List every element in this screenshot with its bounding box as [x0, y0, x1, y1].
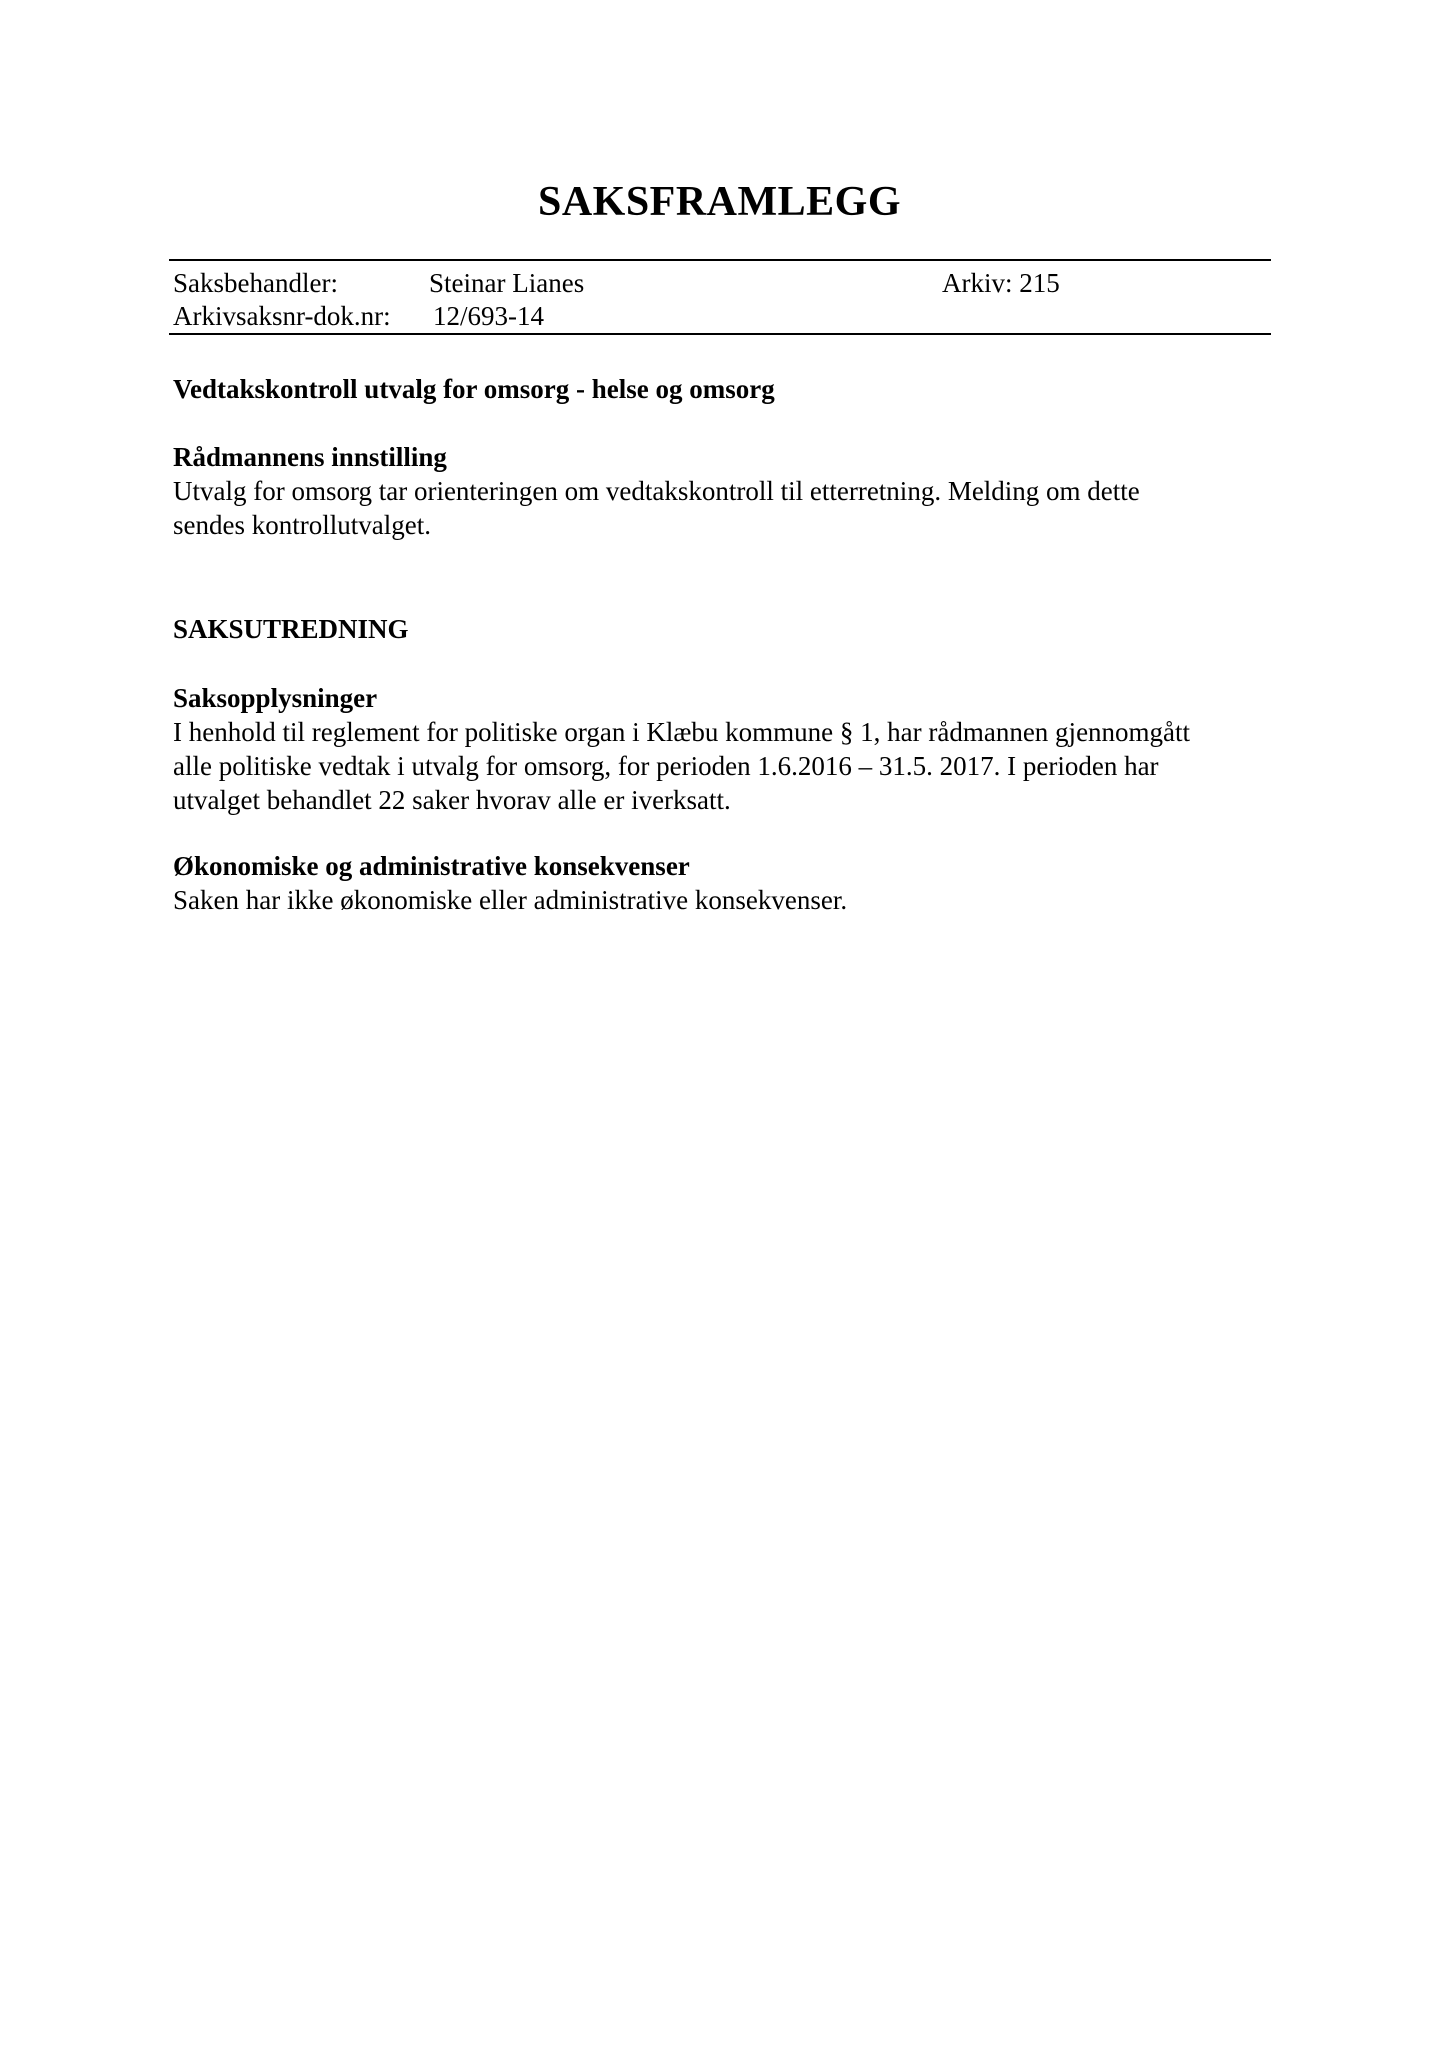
- handler-label: Saksbehandler:: [173, 268, 338, 298]
- recommendation-section: [173, 440, 1273, 542]
- document-title: SAKSFRAMLEGG: [537, 179, 902, 225]
- recommendation-text: [173, 474, 1273, 542]
- case-header: [169, 259, 1271, 335]
- archive-label: Arkiv: 215: [942, 268, 1060, 298]
- case-information-line: utvalget behandlet 22 saker hvorav alle er iverksatt.: [173, 785, 731, 815]
- case-subject: Vedtakskontroll utvalg for omsorg - helse og omsorg: [173, 374, 775, 404]
- consequences-section: [173, 849, 1273, 917]
- recommendation-line: sendes kontrollutvalget.: [173, 510, 431, 540]
- consequences-line: Saken har ikke økonomiske eller administrative konsekvenser.: [173, 885, 848, 915]
- handler-value: Steinar Lianes: [429, 268, 585, 298]
- case-information-heading: Saksopplysninger: [173, 683, 378, 713]
- report-heading: SAKSUTREDNING: [173, 614, 409, 644]
- case-number-label: Arkivsaksnr-dok.nr:: [173, 301, 391, 331]
- consequences-heading: Økonomiske og administrative konsekvenser: [173, 851, 690, 881]
- consequences-text: [173, 883, 1273, 917]
- case-information-line: alle politiske vedtak i utvalg for omsorg, for perioden 1.6.2016 – 31.5. 2017. I perioden har: [173, 751, 1159, 781]
- case-information-line: I henhold til reglement for politiske organ i Klæbu kommune § 1, har rådmannen gjennomgått: [173, 717, 1191, 747]
- case-information-text: [173, 715, 1273, 817]
- recommendation-heading: Rådmannens innstilling: [173, 442, 447, 472]
- case-information-section: [173, 681, 1273, 817]
- case-number-value: 12/693-14: [433, 301, 544, 331]
- recommendation-line: Utvalg for omsorg tar orienteringen om vedtakskontroll til etterretning. Melding om dette: [173, 476, 1140, 506]
